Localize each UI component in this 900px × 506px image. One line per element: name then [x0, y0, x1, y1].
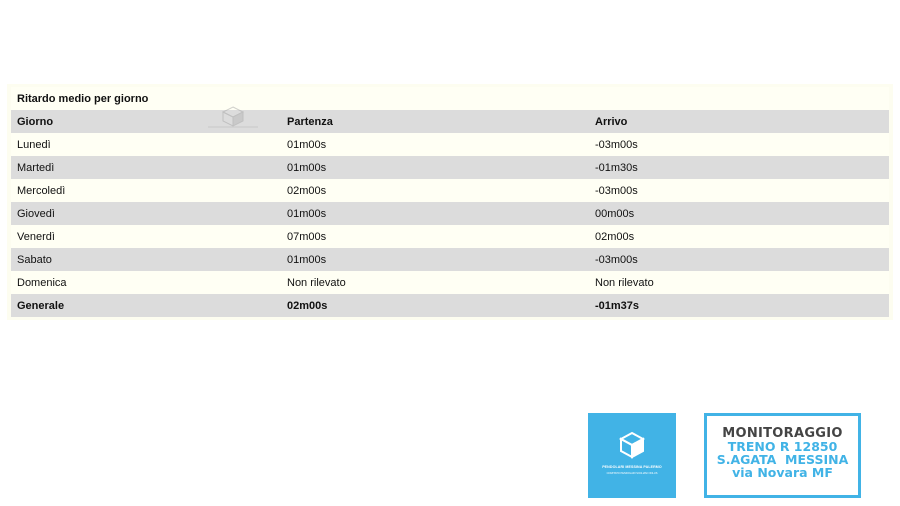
cell-arrival: 00m00s [589, 202, 889, 225]
table-header-row [11, 110, 889, 133]
logo-subtitle: COMITATO PENDOLARI SICILIANI ONLUS [606, 472, 658, 475]
cell-arrival: -03m00s [589, 179, 889, 202]
monitor-train-line: TRENO R 12850 [727, 439, 838, 454]
cell-day: Venerdì [11, 225, 281, 248]
cell-departure: 01m00s [281, 133, 589, 156]
table-row [11, 133, 889, 156]
column-header-giorno [11, 110, 281, 133]
logo-name: PENDOLARI MESSINA PALERMO [602, 465, 662, 469]
table-total-row [11, 294, 889, 317]
delay-table-container [7, 84, 893, 320]
cell-day: Giovedì [11, 202, 281, 225]
cell-day: Sabato [11, 248, 281, 271]
monitor-title: MONITORAGGIO [722, 426, 843, 441]
monitor-via-line: via Novara MF [732, 465, 833, 480]
cell-day: Mercoledì [11, 179, 281, 202]
monitor-route-line: S.AGATA MESSINA [716, 452, 849, 467]
table-row [11, 248, 889, 271]
cube-icon [588, 413, 676, 463]
column-header-partenza: Partenza [281, 110, 589, 133]
cell-departure: 01m00s [281, 248, 589, 271]
table-row [11, 179, 889, 202]
cell-arrival: -01m30s [589, 156, 889, 179]
watermark-cube-icon [198, 106, 268, 128]
table-row [11, 271, 889, 294]
table-caption-row [11, 87, 889, 110]
cell-total-departure: 02m00s [281, 294, 589, 317]
table-row [11, 202, 889, 225]
cell-departure: Non rilevato [281, 271, 589, 294]
cell-arrival: -03m00s [589, 248, 889, 271]
cell-departure: 02m00s [281, 179, 589, 202]
cell-arrival: 02m00s [589, 225, 889, 248]
cell-day: Martedì [11, 156, 281, 179]
cell-arrival: -03m00s [589, 133, 889, 156]
cell-day: Lunedì [11, 133, 281, 156]
delay-table [11, 87, 889, 317]
table-row [11, 225, 889, 248]
cell-total-label: Generale [11, 294, 281, 317]
column-header-label: Giorno [17, 115, 54, 128]
cell-departure: 07m00s [281, 225, 589, 248]
monitor-label-box [704, 413, 861, 498]
table-caption: Ritardo medio per giorno [11, 87, 889, 110]
cell-departure: 01m00s [281, 202, 589, 225]
cell-arrival: Non rilevato [589, 271, 889, 294]
table-row [11, 156, 889, 179]
column-header-arrivo: Arrivo [589, 110, 889, 133]
pendolari-logo [588, 413, 676, 498]
cell-total-arrival: -01m37s [589, 294, 889, 317]
cell-day: Domenica [11, 271, 281, 294]
cell-departure: 01m00s [281, 156, 589, 179]
